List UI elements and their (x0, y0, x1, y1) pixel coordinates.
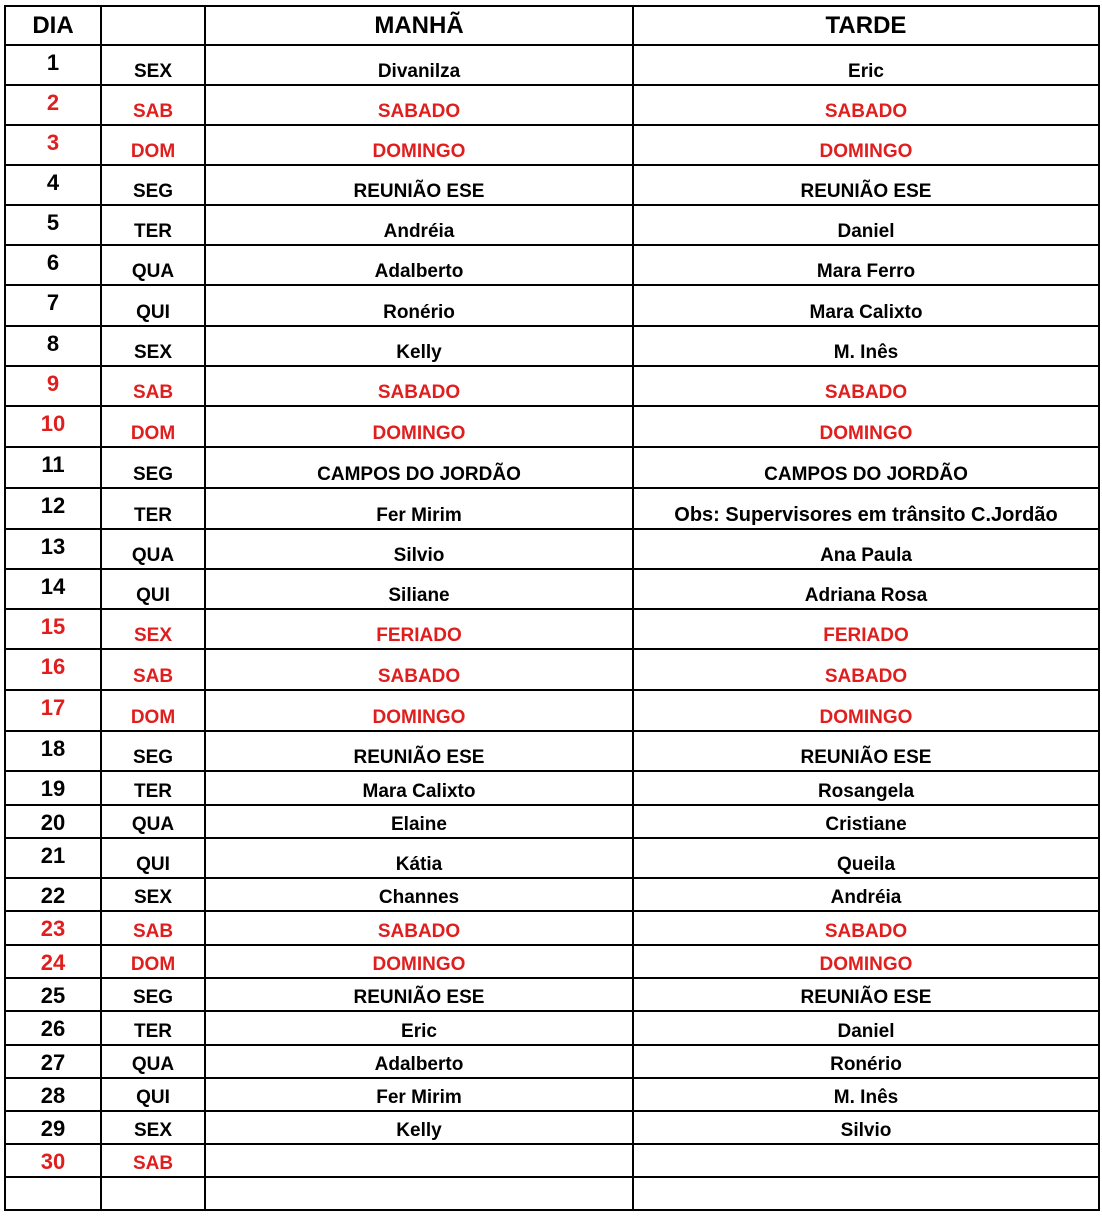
weekday-cell: SEX (101, 609, 205, 649)
day-cell: 29 (5, 1111, 101, 1144)
weekday-cell: DOM (101, 690, 205, 731)
manha-cell: Silvio (205, 529, 633, 569)
weekday-cell: QUA (101, 529, 205, 569)
weekday-cell: QUI (101, 569, 205, 609)
tarde-cell: Rosangela (633, 771, 1099, 805)
weekday-cell: SAB (101, 85, 205, 125)
weekday-cell: SEG (101, 165, 205, 205)
day-cell: 23 (5, 911, 101, 945)
day-cell: 18 (5, 731, 101, 771)
weekday-cell: SEX (101, 326, 205, 366)
table-row (5, 406, 1099, 447)
tarde-cell: SABADO (633, 649, 1099, 690)
table-row (5, 945, 1099, 978)
day-cell: 1 (5, 45, 101, 85)
schedule-table (4, 5, 1100, 1211)
day-cell: 4 (5, 165, 101, 205)
tarde-cell: Daniel (633, 1011, 1099, 1045)
weekday-cell: TER (101, 771, 205, 805)
day-cell: 21 (5, 838, 101, 878)
table-row (5, 1144, 1099, 1177)
manha-cell: Siliane (205, 569, 633, 609)
weekday-cell: DOM (101, 125, 205, 165)
day-cell: 22 (5, 878, 101, 911)
day-cell: 2 (5, 85, 101, 125)
manha-cell (205, 1144, 633, 1177)
tarde-cell: Ronério (633, 1045, 1099, 1078)
tarde-cell: M. Inês (633, 1078, 1099, 1111)
day-cell: 5 (5, 205, 101, 245)
manha-cell: Eric (205, 1011, 633, 1045)
table-row (5, 838, 1099, 878)
manha-cell: Kátia (205, 838, 633, 878)
manha-cell: DOMINGO (205, 406, 633, 447)
manha-cell: FERIADO (205, 609, 633, 649)
weekday-cell: SEX (101, 45, 205, 85)
tarde-cell: Mara Calixto (633, 285, 1099, 326)
weekday-cell: SAB (101, 1144, 205, 1177)
table-row (5, 1177, 1099, 1210)
table-row (5, 45, 1099, 85)
table-row (5, 205, 1099, 245)
weekday-cell: TER (101, 488, 205, 529)
tarde-cell: REUNIÃO ESE (633, 165, 1099, 205)
weekday-cell: QUA (101, 1045, 205, 1078)
weekday-cell: SEG (101, 978, 205, 1011)
table-row (5, 569, 1099, 609)
header-dia: DIA (5, 6, 101, 45)
weekday-cell: QUA (101, 245, 205, 285)
tarde-cell: REUNIÃO ESE (633, 978, 1099, 1011)
manha-cell: DOMINGO (205, 690, 633, 731)
day-cell: 3 (5, 125, 101, 165)
weekday-cell (101, 1177, 205, 1210)
table-row (5, 245, 1099, 285)
table-row (5, 85, 1099, 125)
tarde-cell: DOMINGO (633, 945, 1099, 978)
weekday-cell: QUI (101, 285, 205, 326)
weekday-cell: SEX (101, 1111, 205, 1144)
table-row (5, 1111, 1099, 1144)
tarde-cell: DOMINGO (633, 125, 1099, 165)
day-cell: 16 (5, 649, 101, 690)
weekday-cell: DOM (101, 406, 205, 447)
table-row (5, 488, 1099, 529)
manha-cell: Kelly (205, 1111, 633, 1144)
weekday-cell: SEX (101, 878, 205, 911)
tarde-cell: Obs: Supervisores em trânsito C.Jordão (633, 488, 1099, 529)
day-cell: 25 (5, 978, 101, 1011)
tarde-cell: Eric (633, 45, 1099, 85)
manha-cell: REUNIÃO ESE (205, 978, 633, 1011)
table-row (5, 731, 1099, 771)
tarde-cell: Silvio (633, 1111, 1099, 1144)
manha-cell: DOMINGO (205, 125, 633, 165)
tarde-cell: Queila (633, 838, 1099, 878)
table-row (5, 125, 1099, 165)
tarde-cell: Mara Ferro (633, 245, 1099, 285)
manha-cell: SABADO (205, 366, 633, 406)
manha-cell: Fer Mirim (205, 488, 633, 529)
manha-cell: REUNIÃO ESE (205, 731, 633, 771)
tarde-cell: REUNIÃO ESE (633, 731, 1099, 771)
manha-cell: Adalberto (205, 1045, 633, 1078)
weekday-cell: TER (101, 1011, 205, 1045)
manha-cell (205, 1177, 633, 1210)
day-cell: 11 (5, 447, 101, 488)
weekday-cell: SEG (101, 731, 205, 771)
table-row (5, 366, 1099, 406)
tarde-cell: CAMPOS DO JORDÃO (633, 447, 1099, 488)
table-row (5, 285, 1099, 326)
day-cell: 20 (5, 805, 101, 838)
tarde-cell: FERIADO (633, 609, 1099, 649)
day-cell: 27 (5, 1045, 101, 1078)
table-row (5, 649, 1099, 690)
weekday-cell: DOM (101, 945, 205, 978)
table-row (5, 771, 1099, 805)
table-row (5, 165, 1099, 205)
manha-cell: Adalberto (205, 245, 633, 285)
tarde-cell: Cristiane (633, 805, 1099, 838)
tarde-cell: M. Inês (633, 326, 1099, 366)
table-row (5, 609, 1099, 649)
day-cell: 28 (5, 1078, 101, 1111)
manha-cell: Elaine (205, 805, 633, 838)
weekday-cell: SAB (101, 911, 205, 945)
table-row (5, 529, 1099, 569)
tarde-cell (633, 1177, 1099, 1210)
table-row (5, 805, 1099, 838)
weekday-cell: SAB (101, 649, 205, 690)
header-manha: MANHÃ (205, 6, 633, 45)
day-cell: 9 (5, 366, 101, 406)
manha-cell: Channes (205, 878, 633, 911)
manha-cell: SABADO (205, 85, 633, 125)
weekday-cell: QUA (101, 805, 205, 838)
day-cell: 14 (5, 569, 101, 609)
manha-cell: Ronério (205, 285, 633, 326)
manha-cell: DOMINGO (205, 945, 633, 978)
weekday-cell: TER (101, 205, 205, 245)
tarde-cell (633, 1144, 1099, 1177)
manha-cell: Fer Mirim (205, 1078, 633, 1111)
schedule-body (5, 45, 1099, 1210)
table-row (5, 1011, 1099, 1045)
day-cell: 19 (5, 771, 101, 805)
manha-cell: SABADO (205, 649, 633, 690)
day-cell: 7 (5, 285, 101, 326)
day-cell: 17 (5, 690, 101, 731)
header-tarde: TARDE (633, 6, 1099, 45)
tarde-cell: Ana Paula (633, 529, 1099, 569)
table-row (5, 1078, 1099, 1111)
table-row (5, 690, 1099, 731)
tarde-cell: Adriana Rosa (633, 569, 1099, 609)
tarde-cell: SABADO (633, 911, 1099, 945)
tarde-cell: SABADO (633, 85, 1099, 125)
weekday-cell: SAB (101, 366, 205, 406)
day-cell: 24 (5, 945, 101, 978)
tarde-cell: DOMINGO (633, 690, 1099, 731)
day-cell: 26 (5, 1011, 101, 1045)
manha-cell: REUNIÃO ESE (205, 165, 633, 205)
day-cell: 10 (5, 406, 101, 447)
manha-cell: CAMPOS DO JORDÃO (205, 447, 633, 488)
manha-cell: Andréia (205, 205, 633, 245)
table-row (5, 878, 1099, 911)
weekday-cell: QUI (101, 838, 205, 878)
day-cell: 12 (5, 488, 101, 529)
manha-cell: Divanilza (205, 45, 633, 85)
table-row (5, 1045, 1099, 1078)
manha-cell: Mara Calixto (205, 771, 633, 805)
tarde-cell: Andréia (633, 878, 1099, 911)
header-weekday (101, 6, 205, 45)
day-cell: 30 (5, 1144, 101, 1177)
manha-cell: SABADO (205, 911, 633, 945)
weekday-cell: QUI (101, 1078, 205, 1111)
day-cell (5, 1177, 101, 1210)
day-cell: 13 (5, 529, 101, 569)
day-cell: 15 (5, 609, 101, 649)
table-row (5, 326, 1099, 366)
header-row (5, 6, 1099, 45)
table-row (5, 978, 1099, 1011)
manha-cell: Kelly (205, 326, 633, 366)
day-cell: 6 (5, 245, 101, 285)
weekday-cell: SEG (101, 447, 205, 488)
table-row (5, 447, 1099, 488)
tarde-cell: SABADO (633, 366, 1099, 406)
day-cell: 8 (5, 326, 101, 366)
table-row (5, 911, 1099, 945)
tarde-cell: Daniel (633, 205, 1099, 245)
tarde-cell: DOMINGO (633, 406, 1099, 447)
